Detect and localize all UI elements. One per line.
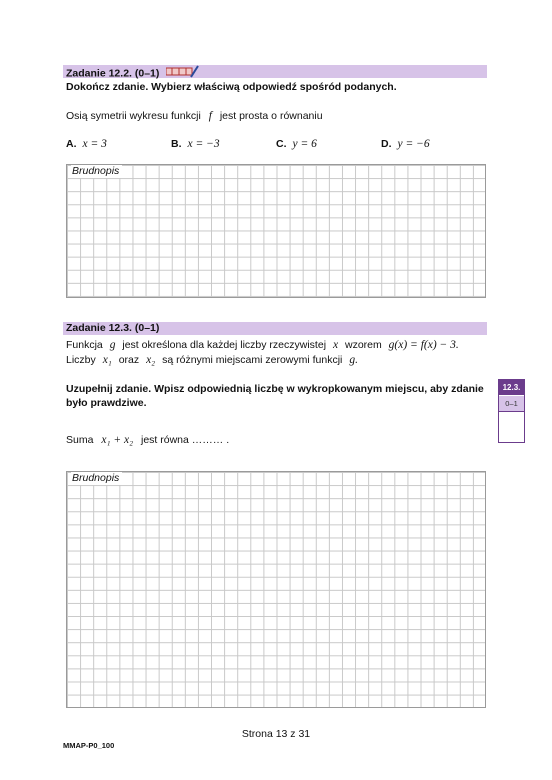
task-12-2-title: Zadanie 12.2. (0–1) <box>66 67 160 80</box>
question-pre: Osią symetrii wykresu funkcji <box>66 110 201 122</box>
line2-var-x1: x₁ <box>102 354 112 366</box>
line1-var-g: g <box>109 339 116 351</box>
scratch-grid-12-2[interactable] <box>66 164 486 298</box>
task-12-3-title: Zadanie 12.3. (0–1) <box>66 322 160 334</box>
sum-text-pre: Suma <box>66 434 94 446</box>
option-d-expr: y = −6 <box>397 138 430 150</box>
line2-var-g: g. <box>349 354 358 366</box>
line1-text-c: wzorem <box>344 339 382 351</box>
option-d[interactable] <box>381 137 430 151</box>
option-b[interactable] <box>171 137 220 151</box>
task-12-3-line1 <box>66 338 459 352</box>
task-12-3-sum <box>66 433 229 447</box>
option-a-letter: A. <box>66 138 77 150</box>
task-12-3-instruction-1: Uzupełnij zdanie. Wpisz odpowiednią liczbę w wykropkowanym miejscu, aby zdanie <box>66 383 484 395</box>
page-number: Strona 13 z 31 <box>241 728 311 740</box>
line1-var-x: x <box>332 339 339 351</box>
option-c[interactable] <box>276 137 317 151</box>
question-var: f <box>208 110 212 122</box>
line1-formula: g(x) = f(x) − 3. <box>388 339 459 351</box>
line1-text-b: jest określona dla każdej liczby rzeczywistej <box>122 339 327 351</box>
option-c-letter: C. <box>276 138 287 150</box>
line2-var-x2: x₂ <box>146 354 156 366</box>
option-b-expr: x = −3 <box>187 138 220 150</box>
option-b-letter: B. <box>171 138 182 150</box>
option-c-expr: y = 6 <box>292 138 317 150</box>
score-task-id: 12.3. <box>499 380 524 395</box>
option-d-letter: D. <box>381 138 392 150</box>
question-post: jest prosta o równaniu <box>219 110 323 122</box>
scratch-label: Brudnopis <box>71 472 122 485</box>
sum-answer-blank[interactable]: jest równa ……… . <box>141 434 230 446</box>
document-code: MMAP-P0_100 <box>63 741 115 750</box>
task-12-3-line2 <box>66 353 358 367</box>
sum-expr: x₁ + x₂ <box>101 434 134 446</box>
score-field[interactable] <box>499 411 524 442</box>
line2-text-a: Liczby <box>66 354 96 366</box>
line2-text-b: oraz <box>118 354 140 366</box>
score-range: 0–1 <box>499 395 524 411</box>
scratch-grid-12-3[interactable] <box>66 471 486 708</box>
option-a[interactable] <box>66 137 107 151</box>
task-12-3-instruction-2: było prawdziwe. <box>66 397 147 409</box>
option-a-expr: x = 3 <box>82 138 107 150</box>
line1-text-a: Funkcja <box>66 339 103 351</box>
line2-text-c: są różnymi miejscami zerowymi funkcji <box>162 354 343 366</box>
task-12-2-question <box>66 109 323 123</box>
task-12-2-instruction: Dokończ zdanie. Wybierz właściwą odpowiedź spośród podanych. <box>66 81 397 93</box>
scratch-label: Brudnopis <box>71 165 122 178</box>
score-box <box>498 379 525 443</box>
task-12-2-header <box>63 65 487 78</box>
task-12-3-header <box>63 322 487 335</box>
